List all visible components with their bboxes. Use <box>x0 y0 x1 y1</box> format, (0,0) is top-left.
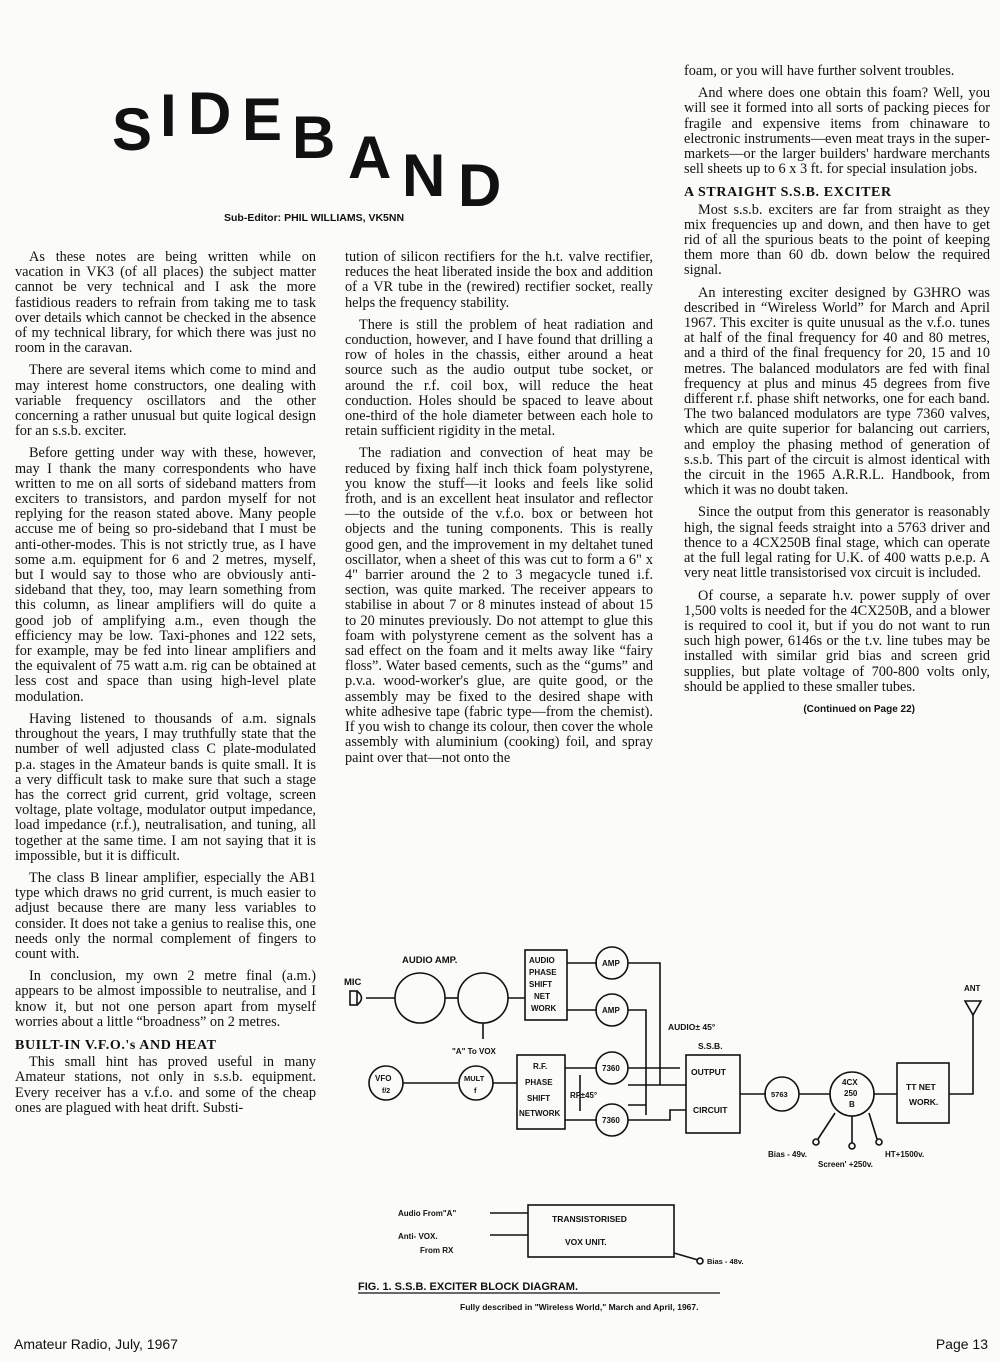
paragraph: foam, or you will have further solvent troubles. <box>684 63 955 79</box>
label: f <box>474 1086 477 1095</box>
paragraph: Since the output from this generator is reasonably high, the signal feeds straight into a 5763 driver and thence to a 4CX250B final stage, which can operate at the full legal rating for U.K. of 400 watts p.e.p. A very neat little transistorised vox circuit is included. <box>684 504 990 582</box>
column-3 <box>684 64 990 724</box>
paragraph: And where does one obtain this foam? Well, you will see it formed into all sorts of packing pieces for fragile and expensive items from chinaware to electronic instruments—even meat trays in the super-markets—or the larger builders' hardware merchants sell sheets up to 6 x 3 ft. for special insulation jobs. <box>684 85 990 178</box>
label: MULT <box>464 1074 485 1083</box>
label: Anti- VOX. <box>398 1232 438 1241</box>
label: Screen' +250v. <box>818 1160 873 1169</box>
label: 7360 <box>602 1116 620 1125</box>
paragraph: The radiation and convection of heat may be reduced by fixing half inch thick foam polystyrene, you know the stuff—it looks and feels like solid froth, and is an excellent heat insulator and reflector—to the outside of the v.f.o. box or between hot objects and the tuning components. This is really good gen, and the improvement in my deltahet tuned oscillator, when a sheet of this was cut to form a 6" x 4" barrier around the 2 to 3 megacycle tuned i.f. section, was quite marked. The receiver appears to stabilise in about 7 or 8 minutes instead of about 15 to 20 minutes previously. Do not attempt to glue this foam with polystyrene cement as the solvent has a sad effect on the foam and it melts away like “fairy floss”. Water based cements, such as the “gums” and p.v.a. wood-worker's glue, are quite good, or the assembly may be fixed to the desired shape with white adhesive tape (fabric type—from the chemist). If you wish to change its colour, then cover the whole assembly with aluminium (cooking) foil, and spray paint over that—not onto the <box>345 445 653 766</box>
footer-page-number: Page 13 <box>935 1336 988 1352</box>
figure-source: Fully described in "Wireless World," March and April, 1967. <box>460 1302 699 1312</box>
title-letter: B <box>292 104 335 171</box>
label: MIC <box>344 977 362 988</box>
paragraph: tution of silicon rectifiers for the h.t. valve rectifier, reduces the heat liberated inside the box and addition of a VR tube in the (rewired) rectifier socket, really helps the frequency stability. <box>345 249 653 311</box>
label: S.S.B. <box>698 1041 723 1051</box>
label: OUTPUT <box>691 1067 726 1077</box>
paragraph: An interesting exciter designed by G3HRO was described in “Wireless World” for March and April 1967. This exciter is quite unusual as the v.f.o. tunes at half of the final frequency for 40 and 80 metres, and a third of the final frequency for 20, 15 and 10 metres. The balanced modulators are fed with final frequency at plus and minus 45 degrees from five different r.f. phase shift networks, one for each band. The two balanced modulators are type 7360 valves, which are quite superior for balancing out carriers, and employ the phasing method of generation of s.s.b. This part of the circuit is almost identical with the circuit in the 1965 A.R.R.L. Handbook, from which it was no doubt taken. <box>684 284 990 499</box>
label: 7360 <box>602 1064 620 1073</box>
title-letter: D <box>458 152 501 219</box>
paragraph: This small hint has proved useful in many Amateur stations, not only in s.s.b. equipment. Every receiver has a v.f.o. and some of the cheap ones are plagued with heat drift. Substi- <box>15 1054 316 1116</box>
column-2 <box>345 250 653 773</box>
continued-note: (Continued on Page 22) <box>803 703 915 715</box>
label: R.F. <box>533 1062 548 1071</box>
label: Bias - 49v. <box>768 1150 807 1159</box>
vox-unit-box <box>528 1205 674 1257</box>
paragraph: There are several items which come to mind and may interest home constructors, one dealing with variable frequency oscillators and the other concerning a rather unusual but quite logical design for an s.s.b. exciter. <box>15 362 316 440</box>
label: 5763 <box>771 1090 788 1099</box>
section-heading: BUILT-IN V.F.O.'s AND HEAT <box>15 1037 217 1053</box>
footer-publication: Amateur Radio, July, 1967 <box>14 1336 178 1352</box>
label: AUDIO <box>529 956 555 965</box>
label: VFO <box>375 1074 392 1083</box>
label: TRANSISTORISED <box>552 1214 627 1224</box>
label: 250 <box>844 1089 858 1098</box>
label: SHIFT <box>527 1094 551 1103</box>
label: AMP <box>602 1006 620 1015</box>
label: WORK <box>531 1004 557 1013</box>
label: AMP <box>602 959 620 968</box>
label: PHASE <box>525 1078 553 1087</box>
title-letter: N <box>402 142 445 209</box>
title-letter: A <box>348 124 391 191</box>
label: NETWORK <box>519 1109 561 1118</box>
label: NET <box>534 992 550 1001</box>
sub-editor-credit: Sub-Editor: PHIL WILLIAMS, VK5NN <box>224 212 405 224</box>
figure-caption: FIG. 1. S.S.B. EXCITER BLOCK DIAGRAM. <box>358 1281 579 1293</box>
paragraph: In conclusion, my own 2 metre final (a.m.) appears to be almost impossible to neutralise, and I know it, but not one person apart from myself worries about a little “broadness” on 2 metres. <box>15 968 316 1030</box>
title-letter: D <box>188 80 231 147</box>
label: B <box>849 1100 855 1109</box>
section-heading: A STRAIGHT S.S.B. EXCITER <box>684 185 892 201</box>
label: Audio From"A" <box>398 1209 457 1218</box>
label: 4CX <box>842 1078 858 1087</box>
paragraph: There is still the problem of heat radiation and conduction, however, and I have found that drilling a row of holes in the chassis, either around a heat source such as the audio output tube socket, or around the r.f. coil box, will reduce the heat conduction. Holes should be spaced to leave about one-third of the hole diameter between each hole to retain sufficient rigidity in the metal. <box>345 316 653 440</box>
label: PHASE <box>529 968 557 977</box>
label: Bias - 48v. <box>707 1257 744 1266</box>
title-letter: S <box>112 96 152 163</box>
label: "A" To VOX <box>452 1047 496 1056</box>
paragraph: Having listened to thousands of a.m. signals throughout the years, I may truthfully state that the number of well adjusted class C plate-modulated p.a. stages in the Amateur bands is quite small. It is a very difficult task to make sure that such a stage has the correct grid current, grid voltage, screen voltage, plate voltage, modulator output impedance, load impedance (r.f.), neutralisation, and tuning, all together at the same time. I am not saying that it is impossible, but it is difficult. <box>15 710 316 864</box>
label: f/2 <box>382 1088 391 1095</box>
block-diagram <box>340 935 990 1320</box>
audio-amp-1 <box>395 973 445 1023</box>
label: AUDIO AMP. <box>402 955 458 966</box>
label: WORK. <box>909 1097 939 1107</box>
pi-net-box <box>897 1063 949 1123</box>
label: VOX UNIT. <box>565 1237 607 1247</box>
title-letter: E <box>242 86 282 153</box>
mic-icon <box>350 991 357 1005</box>
label: SHIFT <box>529 980 553 989</box>
title-letter: I <box>160 82 176 149</box>
column-1 <box>15 250 316 1123</box>
label: From RX <box>420 1246 454 1255</box>
label: AUDIO± 45° <box>668 1022 716 1032</box>
label: HT+1500v. <box>885 1150 925 1159</box>
paragraph: Most s.s.b. exciters are far from straight as they mix frequencies up and down, and then have to get rid of all the spurious beats to the point of keeping them more than 60 db. down below the required signal. <box>684 201 990 279</box>
label: TT NET <box>906 1082 936 1092</box>
paragraph: Before getting under way with these, however, may I thank the many correspondents who have written to me on all sorts of sideband matters from exciters to transistors, and pardon myself for not replying for the reason stated above. Many people accuse me of being so pro-sideband that I must be anti-other-modes. This is not strictly true, as I have some a.m. equipment for 6 and 2 metres, myself, but I would say to those who are obviously anti-sideband that they, too, may learn something from this column, as linear amplifiers will do quite a good job of amplifying a.m., even though the efficiency may be low. Taxi-phones and 122 sets, for example, may be fed into linear amplifiers and the equivalent of 75 watt a.m. rig can be obtained at less cost and space than using high-level plate modulation. <box>15 445 316 705</box>
audio-amp-2 <box>458 973 508 1023</box>
label: ANT <box>964 984 981 993</box>
label: RF±45° <box>570 1091 598 1100</box>
paragraph: As these notes are being written while on vacation in VK3 (of all places) the subject matter cannot be very technical and I ask the more fastidious readers to refrain from taking me to task over details which cannot be checked in the absence of my technical library, for which there was just no room in the caravan. <box>15 249 316 357</box>
paragraph: The class B linear amplifier, especially the AB1 type which draws no grid current, is much easier to adjust because there are many less variables to consider. It does not take a genius to realise this, one needs only the normal complement of fingers to count with. <box>15 869 316 962</box>
paragraph: Of course, a separate h.v. power supply of over 1,500 volts is needed for the 4CX250B, and a blower is required to cool it, but if you do not want to run such high power, 6146s or the t.v. line tubes may be installed with similar grid bias and screen grid supplies, but plate voltage of 700-800 volts only, should be applied to these smaller tubes. <box>684 587 990 695</box>
label: CIRCUIT <box>693 1105 728 1115</box>
